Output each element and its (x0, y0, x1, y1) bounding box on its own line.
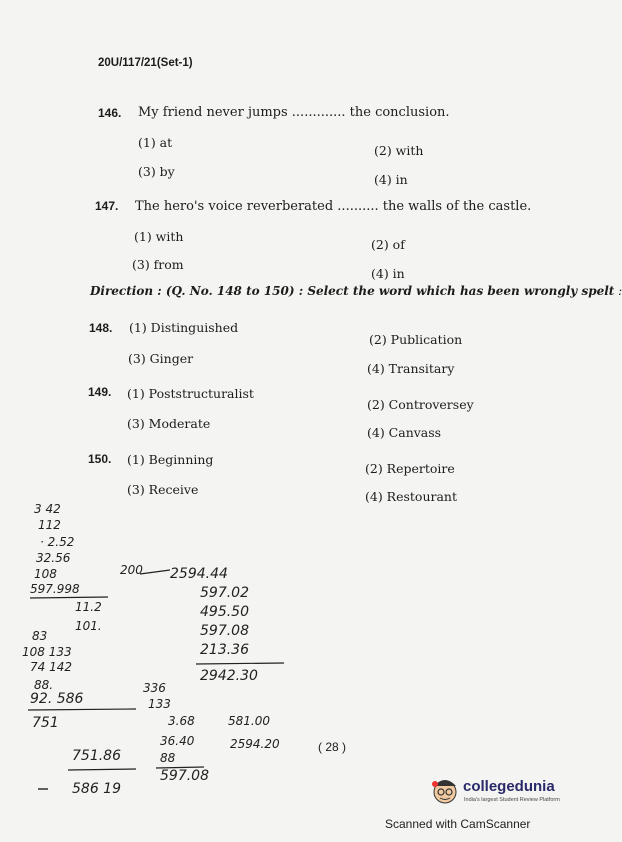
handwritten-note: 751.86 (72, 748, 121, 764)
handwritten-note: 74 142 (30, 660, 72, 674)
underline-stroke (68, 768, 138, 772)
handwritten-note: 92. 586 (30, 691, 84, 707)
direction-tail: : (614, 284, 622, 298)
question-146-option-1: (1) at (138, 135, 173, 150)
question-146-option-4: (4) in (374, 172, 408, 187)
handwritten-note: 88 (160, 751, 176, 765)
question-149-number: 149. (88, 385, 112, 399)
handwritten-note: 108 133 (22, 645, 72, 659)
question-147-text: The hero's voice reverberated .......... the walls of the castle. (135, 199, 532, 214)
question-148-option-2: (2) Publication (369, 332, 463, 347)
handwritten-note: 83 (32, 629, 48, 643)
handwritten-note: 2942.30 (200, 668, 258, 684)
handwritten-note: 751 (32, 715, 59, 731)
question-149-option-3: (3) Moderate (127, 416, 211, 431)
handwritten-note: 36.40 (160, 734, 195, 748)
handwritten-note: 495.50 (200, 604, 249, 620)
question-147-number: 147. (95, 199, 119, 213)
underline-stroke (196, 662, 286, 666)
handwritten-note: 200 (120, 563, 143, 577)
underline-stroke (28, 708, 138, 712)
question-146-option-2: (2) with (374, 143, 424, 158)
handwritten-note: 2594.20 (230, 737, 280, 751)
handwritten-note: 597.02 (200, 585, 249, 601)
arrow-stroke (140, 566, 172, 578)
handwritten-note: 2594.44 (170, 566, 228, 582)
question-147-option-3: (3) from (132, 257, 184, 272)
question-150-number: 150. (88, 452, 112, 466)
question-147-option-4: (4) in (371, 266, 405, 281)
handwritten-note: 3.68 (168, 714, 195, 728)
question-146-text: My friend never jumps ............. the conclusion. (138, 105, 450, 120)
collegedunia-logo (428, 774, 462, 810)
page-number: ( 28 ) (318, 740, 347, 754)
question-150-option-1: (1) Beginning (127, 452, 214, 467)
question-148-number: 148. (89, 321, 113, 335)
handwritten-note: 101. (75, 619, 102, 633)
question-149-option-1: (1) Poststructuralist (127, 386, 254, 401)
handwritten-note: 213.36 (200, 642, 249, 658)
question-150-option-3: (3) Receive (127, 482, 199, 497)
mascot-icon (428, 774, 462, 806)
handwritten-note: 133 (148, 697, 171, 711)
handwritten-note: 597.08 (160, 768, 209, 784)
handwritten-note: · 2.52 (40, 535, 75, 549)
handwritten-note: 597.998 (30, 582, 80, 596)
scanner-watermark: Scanned with CamScanner (385, 817, 531, 831)
handwritten-note: 597.08 (200, 623, 249, 639)
brand-tagline: India's largest Student Review Platform (464, 797, 560, 803)
dash-stroke (38, 787, 50, 791)
question-148-option-3: (3) Ginger (128, 351, 194, 366)
question-150-option-2: (2) Repertoire (365, 461, 455, 476)
brand-name: collegedunia (463, 778, 555, 795)
question-148-option-1: (1) Distinguished (129, 320, 239, 335)
question-146-number: 146. (98, 106, 122, 120)
handwritten-note: 112 (38, 518, 61, 532)
question-146-option-3: (3) by (138, 164, 175, 179)
question-148-option-4: (4) Transitary (367, 361, 455, 376)
direction-lead: Direction : (Q. No. 148 to 150) : Select the word which has been (90, 284, 524, 298)
question-149-option-2: (2) Controversey (367, 397, 474, 412)
paper-code: 20U/117/21(Set-1) (98, 57, 193, 69)
handwritten-note: 336 (143, 681, 166, 695)
handwritten-note: 586 19 (72, 781, 121, 797)
handwritten-note: 3 42 (34, 502, 61, 516)
direction-note (90, 284, 622, 298)
handwritten-note: 581.00 (228, 714, 270, 728)
direction-emphasis: wrongly spelt (523, 284, 615, 298)
handwritten-note: 32.56 (36, 551, 71, 565)
handwritten-note: 88. (34, 678, 54, 692)
question-149-option-4: (4) Canvass (367, 425, 442, 440)
handwritten-note: 11.2 (75, 600, 102, 614)
question-150-option-4: (4) Restourant (365, 489, 458, 504)
question-147-option-2: (2) of (371, 237, 405, 252)
handwritten-note: 108 (34, 567, 57, 581)
question-147-option-1: (1) with (134, 229, 184, 244)
